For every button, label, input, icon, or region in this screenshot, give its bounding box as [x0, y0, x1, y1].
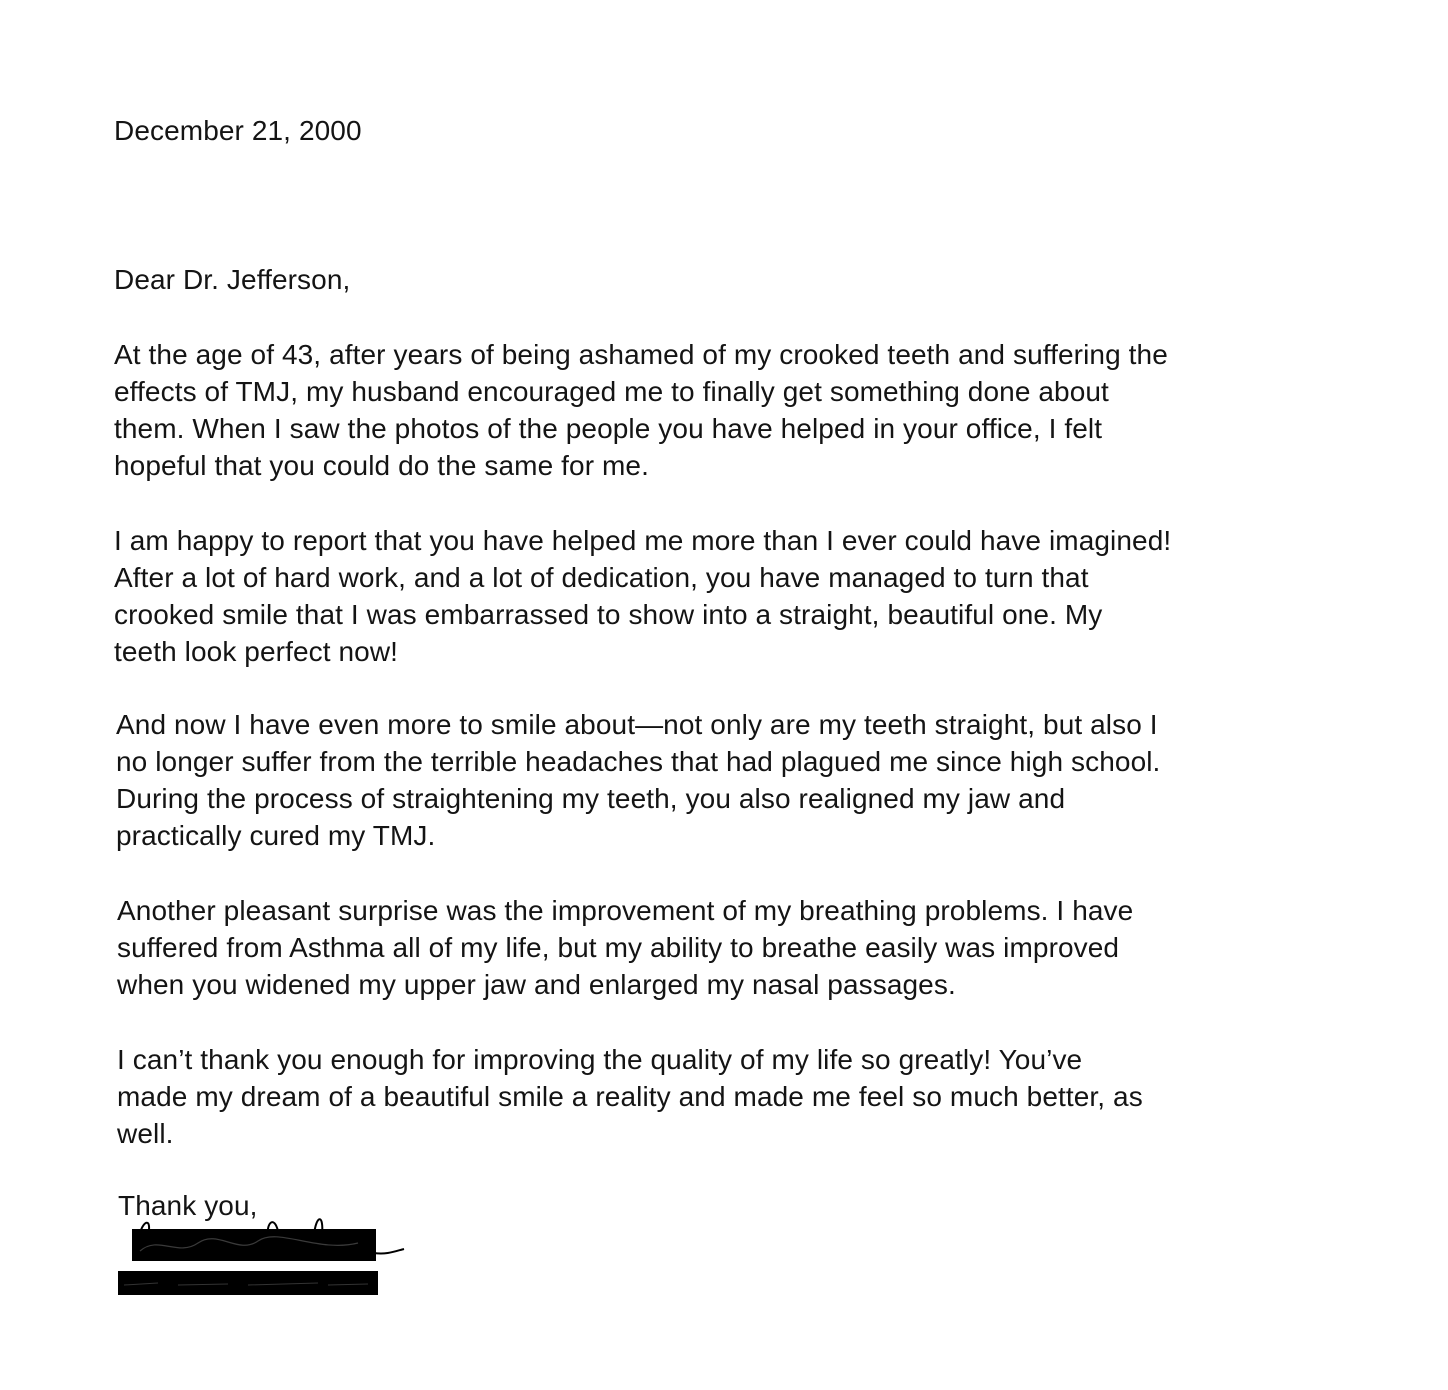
signature-block [118, 1205, 418, 1300]
redacted-signature [118, 1205, 418, 1300]
letter-paragraph-3: And now I have even more to smile about—not only are my teeth straight, but also I no longer suffer from the terrible headaches that had plagued me since high school. During the process of straightening my teeth, you also realigned my jaw and practically cured my TMJ. [116, 709, 1161, 851]
letter-paragraph-2: I am happy to report that you have helped me more than I ever could have imagined! After a lot of hard work, and a lot of dedication, you have managed to turn that crooked smile that I was embarrassed to show into a straight, beautiful one. My teeth look perfect now! [114, 525, 1172, 667]
signature-tail-stroke [374, 1249, 404, 1254]
letter-paragraph-4: Another pleasant surprise was the improvement of my breathing problems. I have suffered from Asthma all of my life, but my ability to breathe easily was improved when you widened my upper jaw and enlarged my nasal passages. [117, 895, 1134, 1000]
letter-date: December 21, 2000 [114, 115, 362, 146]
letter-paragraph-5: I can’t thank you enough for improving the quality of my life so greatly! You’ve made my dream of a beautiful smile a reality and made me feel so much better, as well. [117, 1044, 1143, 1149]
letter-salutation: Dear Dr. Jefferson, [114, 264, 351, 295]
letter-closing: Thank you, [118, 1190, 258, 1221]
letter-paragraph-1: At the age of 43, after years of being ashamed of my crooked teeth and suffering the effects of TMJ, my husband encouraged me to finally get something done about them. When I saw the photos of the people you have helped in your office, I felt hopeful that you could do the same for me. [114, 339, 1168, 481]
